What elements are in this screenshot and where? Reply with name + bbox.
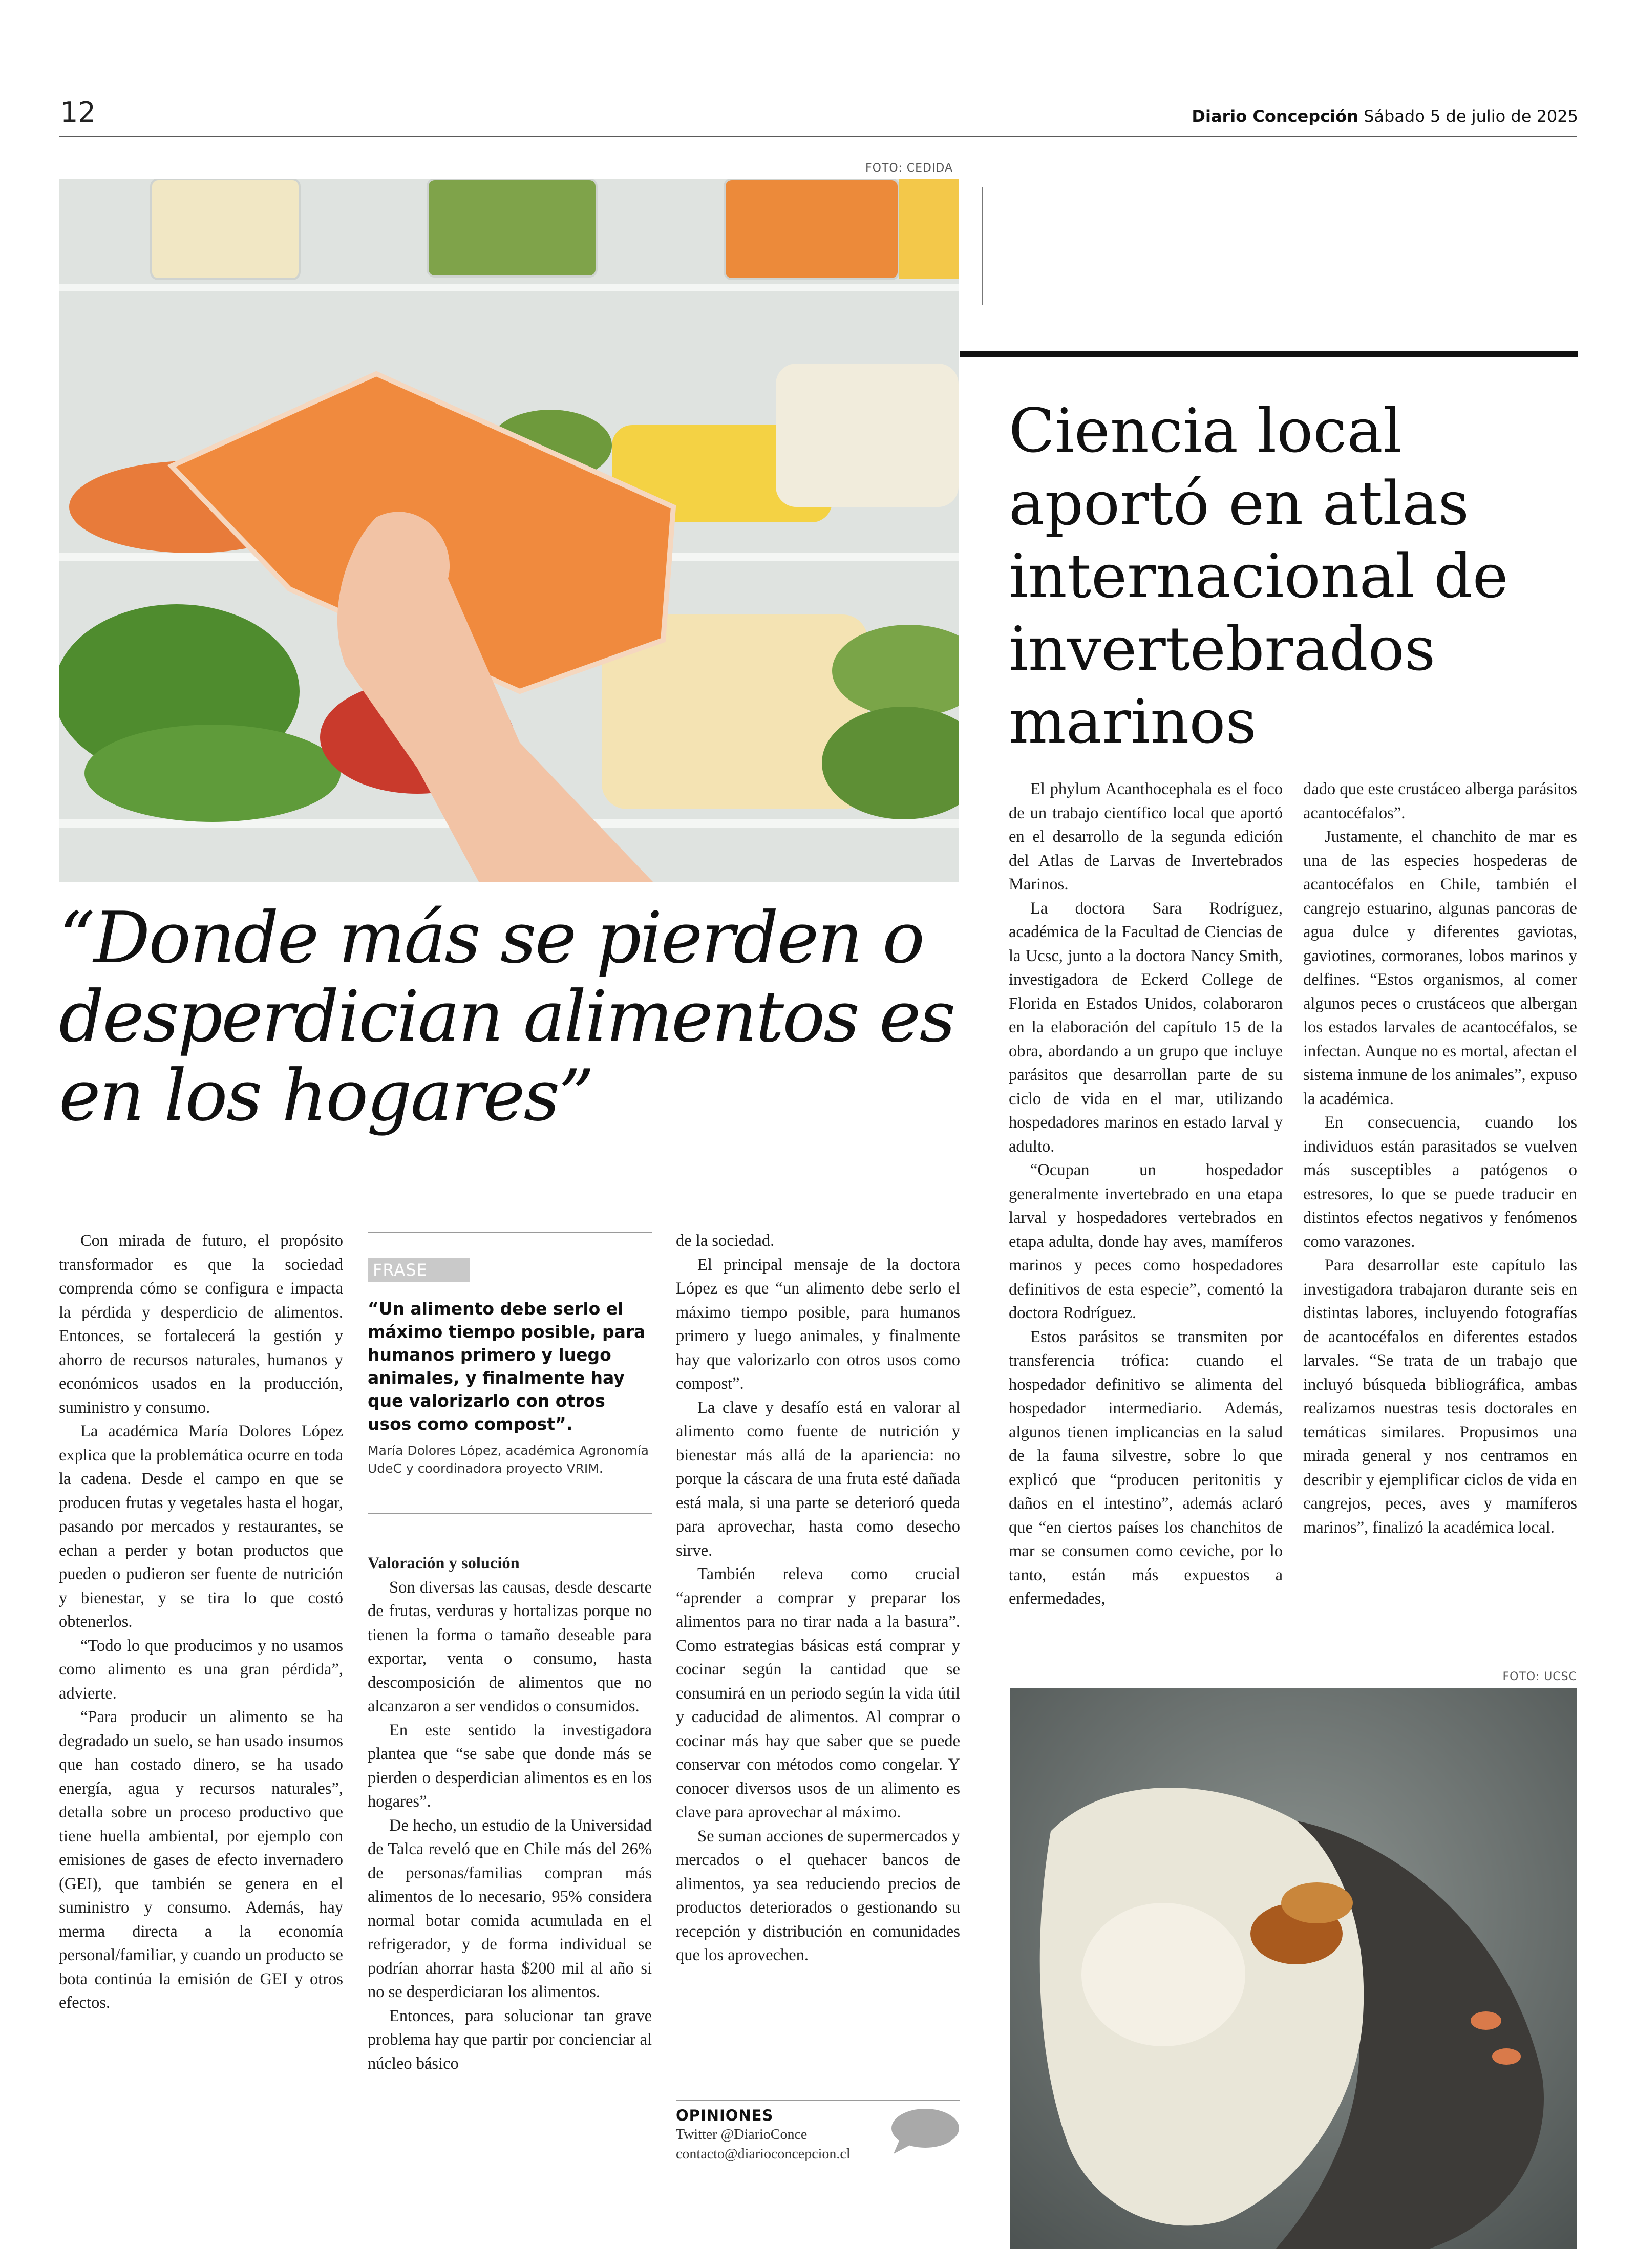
page-number: 12 [60,96,96,129]
paragraph: El principal mensaje de la doctora López es que “un alimento debe serlo el máximo tiempo posible, para humanos primero y luego animales, y finalmente hay que valorizarlo con otros usos como compost”. [676,1255,960,1393]
pull-quote-text: “Un alimento debe serlo el máximo tiempo posible, para humanos primero y luego animales, y finalmente hay que valorizarlo con otros usos como compost”. [368,1299,646,1434]
paragraph: Justamente, el chanchito de mar es una de las especies hospederas de acantocéfalos en Chile, también el cangrejo estuarino, algunas pancoras de agua dulce y diferentes gaviotas, gaviotines, cormoranes, lobos marinos y delfines. “Estos organismos, al comer algunos peces o crustáceos que albergan los estados larvales de acantocéfalos, se infectan. Aunque no es mortal, afectan el sistema inmune de los animales”, expuso la académica. [1303,828,1577,1108]
twitter-handle[interactable]: Twitter @DiarioConce [676,2127,808,2143]
paragraph: En este sentido la investigadora plantea que “se sabe que donde más se pierden o desperdician alimentos es en los hogares”. [368,1721,652,1811]
photo-credit-bottom: FOTO: UCSC [1502,1670,1577,1683]
contact-email[interactable]: contacto@diarioconcepcion.cl [676,2146,851,2162]
frase-tag: FRASE [368,1258,470,1282]
paragraph: De hecho, un estudio de la Universidad de Talca reveló que en Chile más del 26% de personas/familias compran más alimentos de lo necesario, 95% considera normal botar comida acumulada en el refrigerador, y de forma individual se podrían ahorrar hasta $200 mil al año si no se desperdiciaran los alimentos. [368,1816,652,2001]
masthead [1192,107,1578,126]
divider [676,2100,960,2101]
science-article-column-1 [1009,777,1283,1611]
paragraph: Para desarrollar este capítulo las investigadora trabajaron durante seis en distintas labores, incluyendo fotografías de acantocéfalos en diferentes estados larvales. “Se trata de un trabajo que incluyó búsqueda bibliográfica, ambas realizamos nuestras tesis doctorales en temáticas similares. Propusimos una mirada general y nos centramos en describir y ejemplificar ciclos de vida en cangrejos, peces, aves y mamíferos marinos”, finalizó la académica local. [1303,1256,1577,1537]
paragraph: “Para producir un alimento se ha degradado un suelo, se han usado insumos que han costado dinero, se ha usado energía, agua y recursos naturales”, detalla sobre un proceso productivo que tiene huella ambiental, por ejemplo con emisiones de gases de efecto invernadero (GEI), que también se genera en el suministro y consumo. Además, hay merma directa a la economía personal/familiar, y cuando un producto se bota continúa la emisión de GEI y otros efectos. [59,1708,343,2012]
paragraph: “Todo lo que producimos y no usamos como alimento es una gran pérdida”, advierte. [59,1636,343,1703]
opinions-title: OPINIONES [676,2107,774,2124]
food-waste-headline: “Donde más se pierden o desperdician alimentos es en los hogares” [59,897,954,1137]
divider [368,1232,652,1233]
paragraph: La doctora Sara Rodríguez, académica de la Facultad de Ciencias de la Ucsc, junto a la doctora Nancy Smith, investigadora de Eckerd College de Florida en Estados Unidos, colaboraron en la elaboración del capítulo 15 de la obra, abordando a un grupo que incluye parásitos que desarrollan parte de su ciclo de vida en el mar, utilizando hospedadores marinos en estado larval y adulto. [1009,899,1283,1156]
paragraph: Se suman acciones de supermercados y mercados o el quehacer bancos de alimentos, ya sea reduciendo precios de productos deteriorados o gestionando su recepción y distribución en comunidades que los aprovechen. [676,1827,960,1964]
fridge-photo [59,179,959,882]
food-article-column-1 [59,1229,343,2015]
paragraph: Son diversas las causas, desde descarte de frutas, verduras y hortalizas porque no tienen la forma o tamaño deseable para exportar, venta o consumo, hasta descomposición de alimentos que no alcanzaron a ser vendidos o consumidos. [368,1578,652,1715]
paragraph: La clave y desafío está en valorar al alimento como fuente de nutrición y bienestar más allá de la apariencia: no porque la cáscara de una fruta esté dañada está mala, si una parte se deterioró queda para aprovechar, hasta como desecho sirve. [676,1398,960,1560]
photo-credit-top: FOTO: CEDIDA [865,162,953,175]
paragraph: Entonces, para solucionar tan grave problema hay que partir por concienciar al núcleo básico [368,2006,652,2073]
divider [368,1513,652,1514]
paragraph: “Ocupan un hospedador generalmente invertebrado en una etapa larval y hospedadores vertebrados en etapa adulta, donde hay aves, mamíferos marinos y peces como hospedadores definitivos de esta especie”, comentó la doctora Rodríguez. [1009,1161,1283,1322]
issue-date: Sábado 5 de julio de 2025 [1364,107,1578,126]
food-article-column-3 [676,1229,960,1967]
headline-rule [960,351,1578,357]
paragraph: La académica María Dolores López explica que la problemática ocurre en toda la cadena. Desde el campo en que se producen frutas y vegetales hasta el hogar, pasando por mercados y restaurantes, se echan a perder y botan productos que pueden o pudieron ser fuente de nutrición y bienestar, y se tira lo que costó obtenerlos. [59,1422,343,1631]
pull-quote-box [368,1232,652,1514]
paragraph: El phylum Acanthocephala es el foco de un trabajo científico local que aportó en el desarrollo de la segunda edición del Atlas de Larvas de Invertebrados Marinos. [1009,780,1283,894]
speech-bubble-icon [888,2108,960,2155]
science-headline: Ciencia local aportó en atlas internacional de invertebrados marinos [1009,395,1508,757]
opinions-box [676,2100,960,2164]
paragraph: En consecuencia, cuando los individuos están parasitados se vuelven más susceptibles a patógenos o estresores, lo que se puede traducir en distintos efectos negativos y fenómenos como varazones. [1303,1113,1577,1251]
column-divider [982,187,983,305]
publication-name: Diario Concepción [1192,107,1358,126]
parasite-photo [1010,1688,1577,2249]
header-rule [59,136,1577,137]
paragraph: También releva como crucial “aprender a comprar y preparar los alimentos para no tirar nada a la basura”. Como estrategias básicas está comprar y cocinar según la cantidad que se consumirá en un periodo según la vida útil y caducidad de alimentos. Al comprar o cocinar más hay que saber que se puede conservar con métodos como congelar. Y conocer diversos usos de un alimento es clave para aprovechar al máximo. [676,1565,960,1821]
food-article-column-2 [368,1552,652,2075]
pull-quote-attribution: María Dolores López, académica Agronomía UdeC y coordinadora proyecto VRIM. [368,1443,649,1476]
science-article-column-2 [1303,777,1577,1539]
paragraph: Con mirada de futuro, el propósito transformador es que la sociedad comprenda cómo se configura e impacta la pérdida y desperdicio de alimentos. Entonces, se fortalecerá la gestión y ahorro de recursos naturales, humanos y económicos usados en la producción, suministro y consumo. [59,1232,343,1417]
paragraph: dado que este crustáceo alberga parásitos acantocéfalos”. [1303,780,1577,822]
paragraph: de la sociedad. [676,1232,775,1250]
paragraph: Estos parásitos se transmiten por transferencia trófica: cuando el hospedador definitivo se alimenta del hospedador intermediario. Además, algunos tienen implicancias en la salud de la fauna silvestre, sobre lo que explicó que “producen peritonitis y daños en el intestino”, además aclaró que “en ciertos países los chanchitos de mar se consumen como ceviche, por lo tanto, están más expuestos a enfermedades, [1009,1327,1283,1608]
subheading: Valoración y solución [368,1554,520,1573]
